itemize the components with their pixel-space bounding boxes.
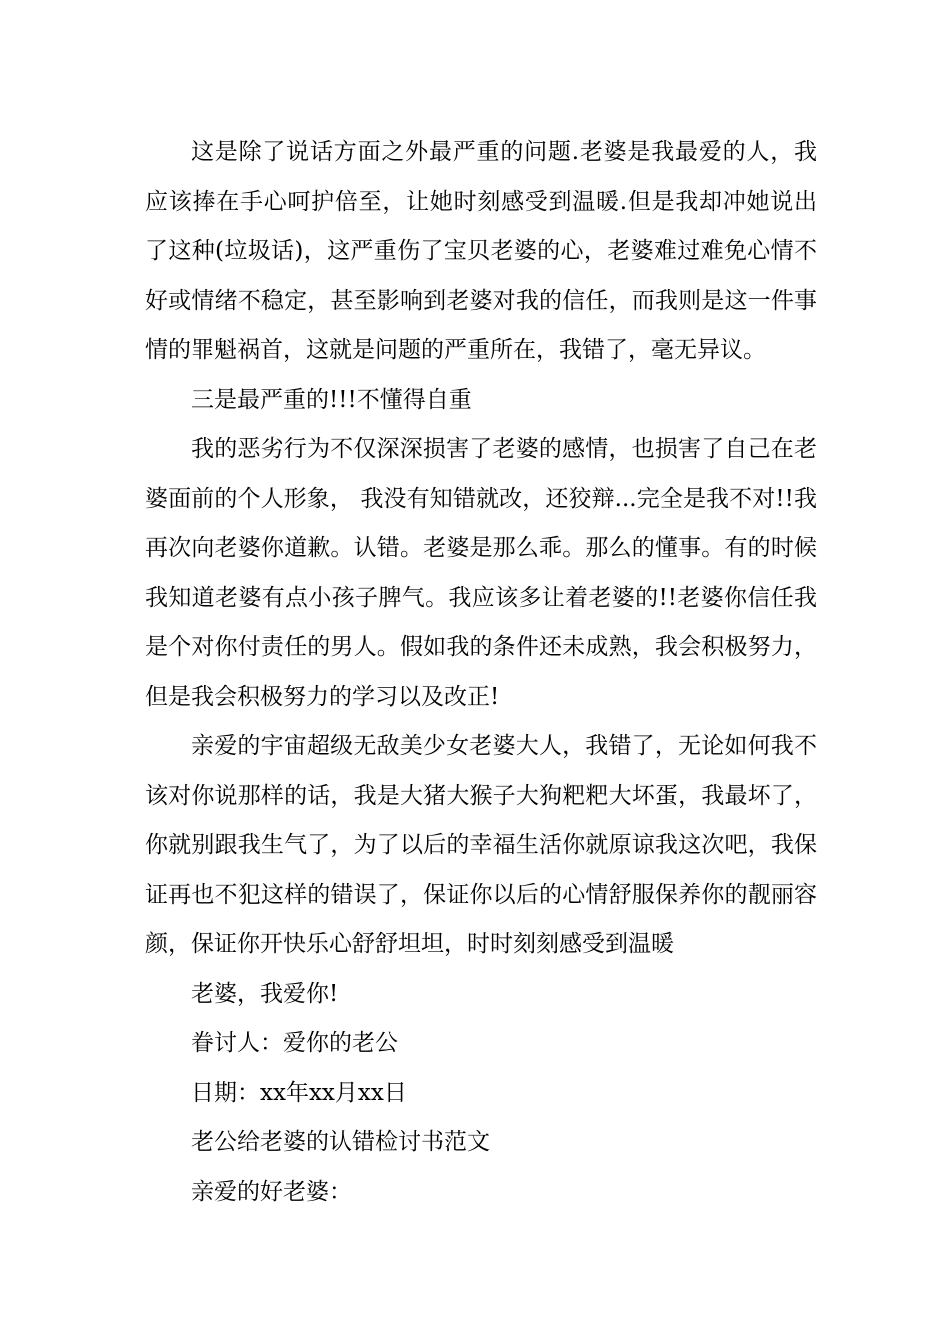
document-body: [145, 128, 817, 1217]
paragraph-apology: 我的恶劣行为不仅深深损害了老婆的感情，也损害了自己在老婆面前的个人形象， 我没有知错就改，还狡辩...完全是我不对!!我再次向老婆你道歉。认错。老婆是那么乖。那么的懂事。有的时候我知道老婆有点小孩子脾气。我应该多让着老婆的!!老婆你信任我是个对你付责任的男人。假如我的条件还未成熟，我会积极努力，但是我会积极努力的学习以及改正!: [145, 436, 817, 710]
next-article-title: 老公给老婆的认错检讨书范文: [191, 1129, 490, 1155]
date-line: 日期：xx年xx月xx日: [191, 1079, 407, 1106]
closing-love-line: 老婆，我爱你!: [191, 980, 339, 1007]
section-heading-third: 三是最严重的!!!不懂得自重: [191, 386, 472, 413]
paragraph-promise: 亲爱的宇宙超级无敌美少女老婆大人，我错了，无论如何我不该对你说那样的话，我是大猪大猴子大狗粑粑大坏蛋，我最坏了，你就别跟我生气了，为了以后的幸福生活你就原谅我这次吧，我保证再也不犯这样的错误了，保证你以后的心情舒服保养你的靓丽容颜，保证你开快乐心舒舒坦坦，时时刻刻感受到温暖: [145, 733, 817, 957]
greeting-line: 亲爱的好老婆：: [191, 1178, 352, 1205]
signature-line: 眷讨人：爱你的老公: [191, 1030, 398, 1056]
paragraph-problem-severity: 这是除了说话方面之外最严重的问题.老婆是我最爱的人，我应该捧在手心呵护倍至，让她时刻感受到温暖.但是我却冲她说出了这种(垃圾话)，这严重伤了宝贝老婆的心，老婆难过难免心情不好或情绪不稳定，甚至影响到老婆对我的信任，而我则是这一件事情的罪魁祸首，这就是问题的严重所在，我错了，毫无异议。: [145, 139, 817, 363]
